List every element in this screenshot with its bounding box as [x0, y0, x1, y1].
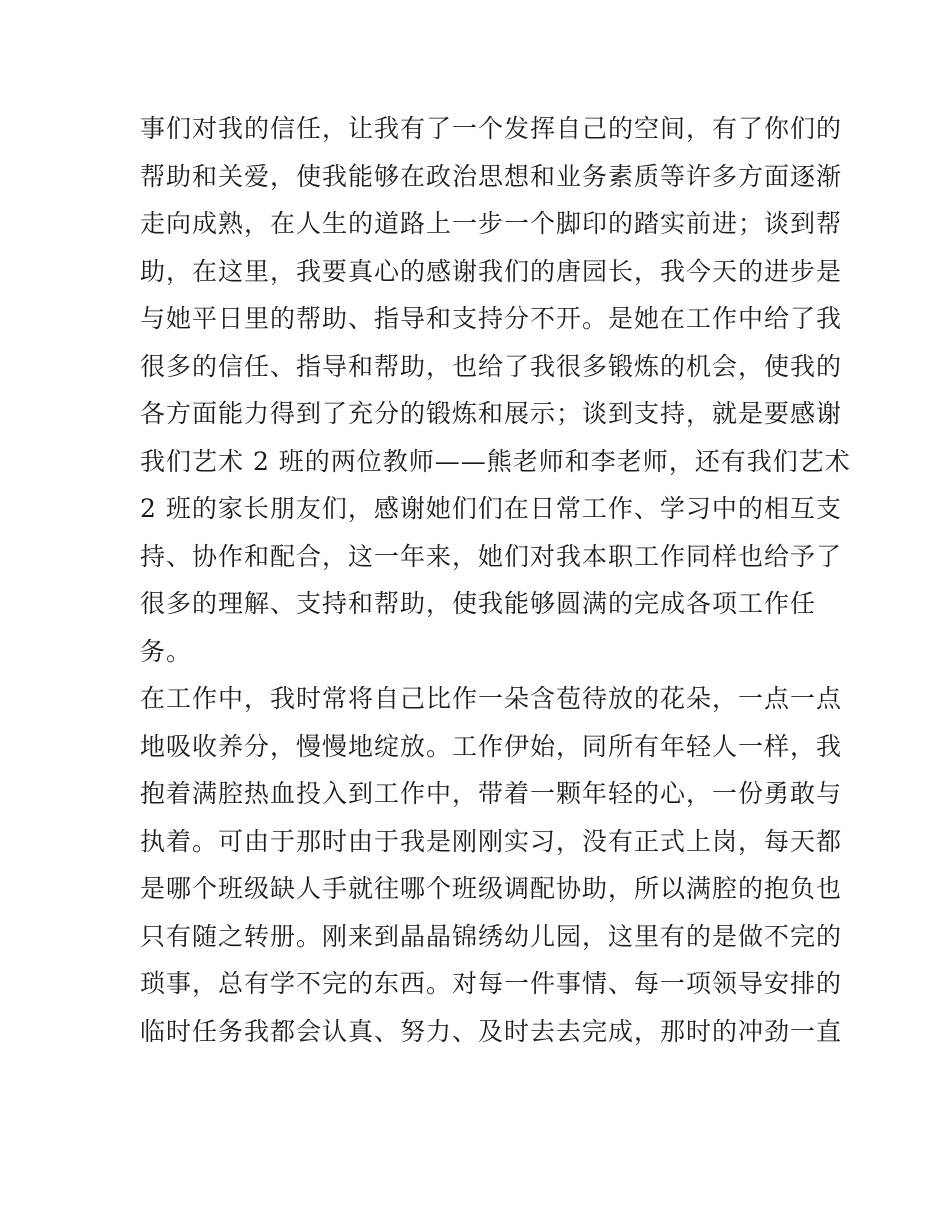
text-line: 很多的理解、支持和帮助，使我能够圆满的完成各项工作任 [140, 589, 817, 618]
text-line: 务。 [140, 636, 193, 666]
paragraph-2 [140, 675, 843, 1055]
text-line: 很多的信任、指导和帮助，也给了我很多锻炼的机会，使我的 [140, 351, 843, 381]
text-line: 临时任务我都会认真、努力、及时去去完成，那时的冲劲一直 [140, 1016, 843, 1046]
text-line: 助，在这里，我要真心的感谢我们的唐园长，我今天的进步是 [140, 256, 843, 286]
text-line: 地吸收养分，慢慢地绽放。工作伊始，同所有年轻人一样，我 [140, 731, 843, 761]
text-line: 是哪个班级缺人手就往哪个班级调配协助，所以满腔的抱负也 [140, 874, 843, 903]
text-line: 事们对我的信任，让我有了一个发挥自己的空间，有了你们的 [140, 114, 843, 143]
text-line: 我们艺术 2 班的两位教师——熊老师和李老师，还有我们艺术 [140, 446, 851, 476]
text-line: 2 班的家长朋友们，感谢她们们在日常工作、学习中的相互支 [140, 494, 842, 523]
text-line: 持、协作和配合，这一年来，她们对我本职工作同样也给予了 [140, 541, 843, 571]
text-line: 与她平日里的帮助、指导和支持分不开。是她在工作中给了我 [140, 304, 843, 333]
text-line: 在工作中，我时常将自己比作一朵含苞待放的花朵，一点一点 [140, 684, 843, 713]
text-line: 抱着满腔热血投入到工作中，带着一颗年轻的心，一份勇敢与 [140, 779, 843, 808]
text-line: 走向成熟，在人生的道路上一步一个脚印的踏实前进；谈到帮 [140, 209, 843, 238]
text-line: 帮助和关爱，使我能够在政治思想和业务素质等许多方面逐渐 [140, 161, 843, 191]
text-line: 只有随之转册。刚来到晶晶锦绣幼儿园，这里有的是做不完的 [140, 921, 843, 951]
text-line: 琐事，总有学不完的东西。对每一件事情、每一项领导安排的 [140, 969, 843, 998]
text-line: 各方面能力得到了充分的锻炼和展示；谈到支持，就是要感谢 [140, 399, 843, 428]
text-line: 执着。可由于那时由于我是刚刚实习，没有正式上岗，每天都 [140, 826, 843, 856]
paragraph-1 [140, 105, 851, 675]
body-text [140, 105, 851, 1055]
